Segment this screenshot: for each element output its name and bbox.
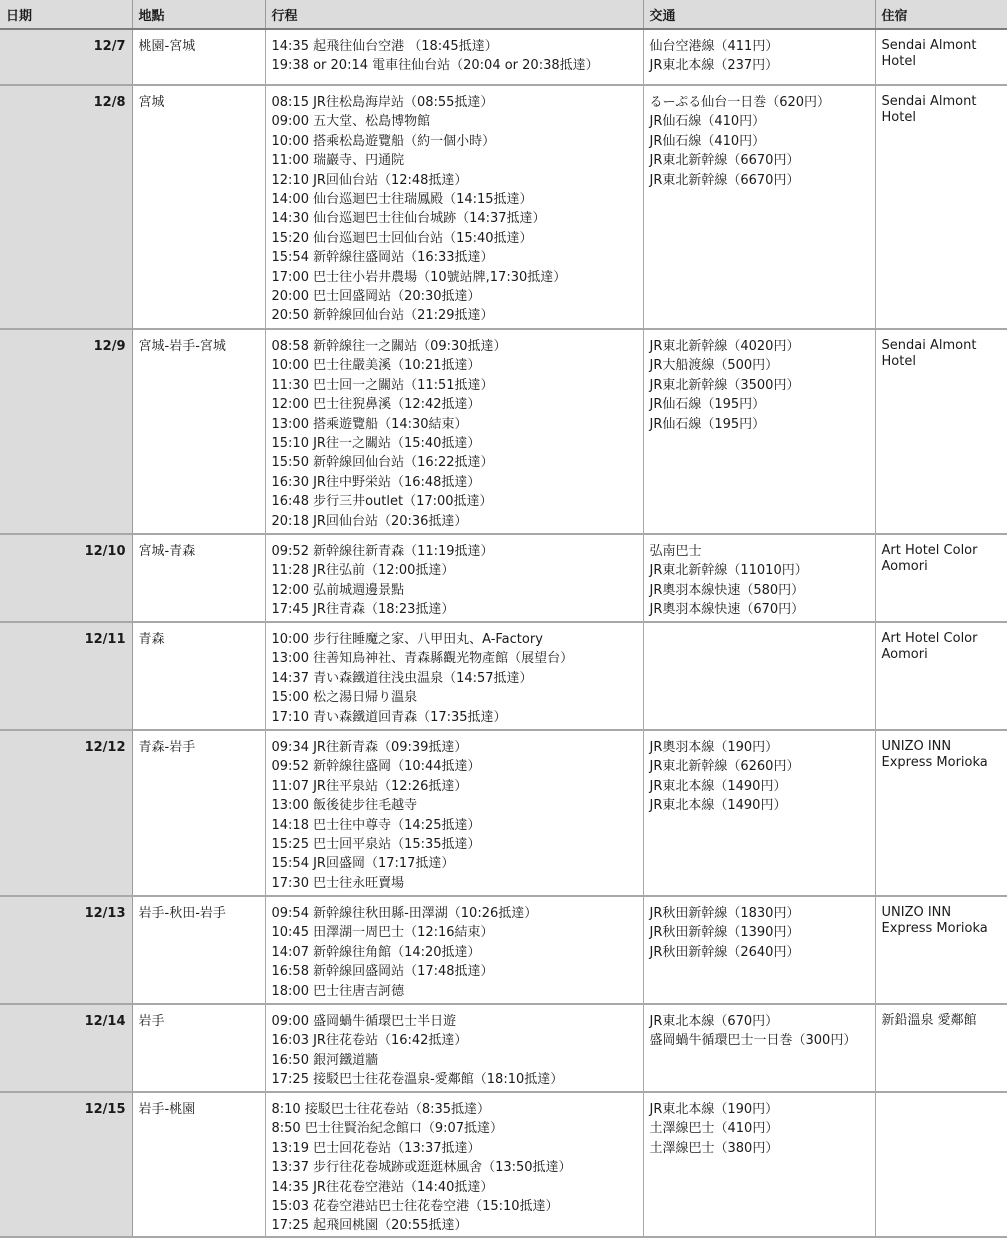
itinerary-line: 17:25 接駁巴士往花卷溫泉-愛鄰館（18:10抵達） <box>271 1072 564 1088</box>
transport-line: JR東北本線（1490円） <box>649 798 787 814</box>
transport-line: JR東北新幹線（6670円） <box>649 172 800 188</box>
itinerary-line: 13:00 搭乘遊覽船（14:30結束） <box>271 416 468 432</box>
itinerary-line: 14:00 仙台巡迴巴士往瑞鳳殿（14:15抵達） <box>271 192 533 208</box>
transport-line: 仙台空港線（411円） <box>649 39 779 54</box>
itinerary-line: 10:00 步行往睡魔之家、八甲田丸、A-Factory <box>271 632 543 647</box>
itinerary-cell <box>265 730 643 896</box>
itinerary-line: 14:30 仙台巡迴巴士往仙台城跡（14:37抵達） <box>271 211 546 227</box>
itinerary-line: 15:25 巴士回平泉站（15:35抵達） <box>271 837 481 853</box>
table-row <box>0 896 1007 1004</box>
table-row <box>0 534 1007 622</box>
itinerary-line: 16:58 新幹線回盛岡站（17:48抵達） <box>271 964 494 980</box>
transport-line: 土澤線巴士（380円） <box>649 1140 779 1156</box>
header-lodging: 住宿 <box>875 0 1007 29</box>
transport-line: るーぷる仙台一日巻（620円） <box>649 95 831 110</box>
date-cell: 12/13 <box>0 896 132 1004</box>
header-date: 日期 <box>0 0 132 29</box>
place-cell: 宮城-岩手-宮城 <box>132 329 265 534</box>
itinerary-line: 12:10 JR回仙台站（12:48抵達） <box>271 172 468 188</box>
transport-line: JR東北新幹線（6260円） <box>649 759 800 775</box>
itinerary-line: 13:19 巴士回花卷站（13:37抵達） <box>271 1140 481 1156</box>
transport-cell <box>643 622 875 730</box>
date-cell: 12/7 <box>0 29 132 85</box>
transport-cell <box>643 85 875 329</box>
table-row <box>0 730 1007 896</box>
header-transport: 交通 <box>643 0 875 29</box>
itinerary-line: 12:00 弘前城週邊景點 <box>271 582 405 598</box>
itinerary-line: 20:50 新幹線回仙台站（21:29抵達） <box>271 308 494 324</box>
itinerary-line: 11:07 JR往平泉站（12:26抵達） <box>271 778 468 794</box>
transport-cell <box>643 29 875 85</box>
itinerary-line: 14:35 JR往花卷空港站（14:40抵達） <box>271 1179 494 1195</box>
itinerary-line: 09:52 新幹線往盛岡（10:44抵達） <box>271 759 481 775</box>
itinerary-line: 18:00 巴士往唐吉訶德 <box>271 983 405 999</box>
place-cell: 岩手 <box>132 1004 265 1092</box>
itinerary-line: 13:00 飯後徒步往毛越寺 <box>271 798 418 814</box>
lodging-cell: Sendai Almont Hotel <box>875 329 1007 534</box>
itinerary-line: 13:00 往善知鳥神社、青森縣觀光物產館（展望台） <box>271 651 574 667</box>
itinerary-line: 11:00 瑞巖寺、円通院 <box>271 153 405 169</box>
transport-line: JR奧羽本線快速（580円） <box>649 582 805 598</box>
itinerary-line: 10:45 田澤湖一周巴士（12:16結束） <box>271 925 494 941</box>
itinerary-line: 09:34 JR往新青森（09:39抵達） <box>271 740 468 755</box>
itinerary-line: 15:50 新幹線回仙台站（16:22抵達） <box>271 455 494 471</box>
itinerary-line: 15:03 花卷空港站巴士往花卷空港（15:10抵達） <box>271 1199 559 1215</box>
itinerary-line: 16:48 步行三井outlet（17:00抵達） <box>271 494 493 510</box>
itinerary-line: 13:37 步行往花卷城跡或逛逛林風舍（13:50抵達） <box>271 1160 572 1176</box>
lodging-cell: Sendai Almont Hotel <box>875 85 1007 329</box>
itinerary-line: 09:52 新幹線往新青森（11:19抵達） <box>271 544 494 559</box>
lodging-cell: Sendai Almont Hotel <box>875 29 1007 85</box>
itinerary-line: 17:25 起飛回桃園（20:55抵達） <box>271 1218 468 1234</box>
lodging-cell: 新鉛溫泉 愛鄰館 <box>875 1004 1007 1092</box>
place-cell: 宮城-青森 <box>132 534 265 622</box>
date-cell: 12/9 <box>0 329 132 534</box>
itinerary-line: 14:18 巴士往中尊寺（14:25抵達） <box>271 817 481 833</box>
header-itinerary: 行程 <box>265 0 643 29</box>
itinerary-line: 09:00 盛岡蝸牛循環巴士半日遊 <box>271 1014 457 1029</box>
transport-cell <box>643 730 875 896</box>
place-cell: 青森 <box>132 622 265 730</box>
transport-line: JR奧羽本線（190円） <box>649 740 779 755</box>
transport-cell <box>643 1004 875 1092</box>
place-cell: 岩手-桃園 <box>132 1092 265 1237</box>
itinerary-line: 12:00 巴士往猊鼻溪（12:42抵達） <box>271 397 481 413</box>
transport-line: JR大船渡線（500円） <box>649 358 779 374</box>
transport-line: 土澤線巴士（410円） <box>649 1121 779 1137</box>
transport-line: JR仙石線（410円） <box>649 114 766 130</box>
itinerary-line: 14:35 起飛往仙台空港 （18:45抵達） <box>271 39 498 54</box>
itinerary-cell <box>265 1092 643 1237</box>
itinerary-line: 16:50 銀河鐵道牆 <box>271 1052 379 1068</box>
transport-line: JR東北本線（190円） <box>649 1102 779 1117</box>
itinerary-line: 09:54 新幹線往秋田縣-田澤湖（10:26抵達） <box>271 906 538 921</box>
itinerary-line: 08:15 JR往松島海岸站（08:55抵達） <box>271 95 494 110</box>
itinerary-line: 11:30 巴士回一之關站（11:51抵達） <box>271 377 494 393</box>
lodging-cell <box>875 1092 1007 1237</box>
itinerary-line: 14:07 新幹線往角館（14:20抵達） <box>271 944 481 960</box>
itinerary-line: 8:10 接駁巴士往花卷站（8:35抵達） <box>271 1102 491 1117</box>
transport-line: JR東北新幹線（3500円） <box>649 377 800 393</box>
itinerary-line: 15:00 松之湯日帰り溫泉 <box>271 690 418 706</box>
itinerary-line: 15:54 新幹線往盛岡站（16:33抵達） <box>271 250 494 266</box>
itinerary-line: 15:10 JR往一之關站（15:40抵達） <box>271 436 481 452</box>
lodging-cell: Art Hotel Color Aomori <box>875 622 1007 730</box>
itinerary-line: 8:50 巴士往賢治紀念館口（9:07抵達） <box>271 1121 504 1137</box>
table-row <box>0 29 1007 85</box>
itinerary-line: 17:30 巴士往永旺賣場 <box>271 875 405 891</box>
itinerary-line: 17:10 青い森鐵道回青森（17:35抵達） <box>271 709 507 725</box>
itinerary-line: 16:03 JR往花卷站（16:42抵達） <box>271 1033 468 1049</box>
transport-line: JR仙石線（195円） <box>649 416 766 432</box>
transport-line: JR奧羽本線快速（670円） <box>649 602 805 618</box>
transport-cell <box>643 534 875 622</box>
transport-line: JR秋田新幹線（1830円） <box>649 906 800 921</box>
transport-cell <box>643 896 875 1004</box>
header-row <box>0 0 1007 29</box>
place-cell: 宮城 <box>132 85 265 329</box>
itinerary-line: 16:30 JR往中野栄站（16:48抵達） <box>271 474 481 490</box>
itinerary-line: 20:00 巴士回盛岡站（20:30抵達） <box>271 289 481 305</box>
itinerary-cell <box>265 534 643 622</box>
place-cell: 青森-岩手 <box>132 730 265 896</box>
date-cell: 12/14 <box>0 1004 132 1092</box>
itinerary-line: 10:00 搭乘松島遊覽船（約一個小時） <box>271 133 496 149</box>
itinerary-cell <box>265 1004 643 1092</box>
itinerary-line: 15:20 仙台巡迴巴士回仙台站（15:40抵達） <box>271 230 533 246</box>
transport-cell <box>643 329 875 534</box>
itinerary-cell <box>265 29 643 85</box>
transport-line: JR秋田新幹線（2640円） <box>649 944 800 960</box>
date-cell: 12/11 <box>0 622 132 730</box>
itinerary-line: 15:54 JR回盛岡（17:17抵達） <box>271 856 455 872</box>
itinerary-line: 08:58 新幹線往一之關站（09:30抵達） <box>271 339 507 354</box>
transport-line: JR秋田新幹線（1390円） <box>649 925 800 941</box>
itinerary-line: 20:18 JR回仙台站（20:36抵達） <box>271 513 468 529</box>
transport-line: 弘南巴士 <box>649 544 702 559</box>
date-cell: 12/15 <box>0 1092 132 1237</box>
place-cell: 桃園-宮城 <box>132 29 265 85</box>
itinerary-line: 17:00 巴士往小岩井農場（10號站牌,17:30抵達） <box>271 269 567 285</box>
place-cell: 岩手-秋田-岩手 <box>132 896 265 1004</box>
itinerary-cell <box>265 896 643 1004</box>
itinerary-cell <box>265 329 643 534</box>
itinerary-line: 10:00 巴士往嚴美溪（10:21抵達） <box>271 358 481 374</box>
table-row <box>0 622 1007 730</box>
transport-line: JR東北本線（670円） <box>649 1014 779 1029</box>
itinerary-line: 11:28 JR往弘前（12:00抵達） <box>271 563 455 579</box>
date-cell: 12/10 <box>0 534 132 622</box>
lodging-cell: UNIZO INN Express Morioka <box>875 896 1007 1004</box>
table-row <box>0 329 1007 534</box>
transport-line: JR仙石線（410円） <box>649 133 766 149</box>
transport-line: JR仙石線（195円） <box>649 397 766 413</box>
itinerary-line: 19:38 or 20:14 電車往仙台站（20:04 or 20:38抵達） <box>271 58 599 74</box>
itinerary-line: 17:45 JR往青森（18:23抵達） <box>271 602 455 618</box>
itinerary-cell <box>265 622 643 730</box>
transport-line: JR東北新幹線（6670円） <box>649 153 800 169</box>
table-row <box>0 85 1007 329</box>
table-row <box>0 1092 1007 1237</box>
lodging-cell: Art Hotel Color Aomori <box>875 534 1007 622</box>
table-body <box>0 29 1007 1237</box>
itinerary-line: 14:37 青い森鐵道往浅虫温泉（14:57抵達） <box>271 670 533 686</box>
transport-line: JR東北新幹線（4020円） <box>649 339 800 354</box>
header-place: 地點 <box>132 0 265 29</box>
lodging-cell: UNIZO INN Express Morioka <box>875 730 1007 896</box>
itinerary-cell <box>265 85 643 329</box>
date-cell: 12/12 <box>0 730 132 896</box>
transport-line: JR東北本線（237円） <box>649 58 779 74</box>
itinerary-line: 09:00 五大堂、松島博物館 <box>271 114 431 130</box>
transport-line: JR東北新幹線（11010円） <box>649 563 808 579</box>
table-row <box>0 1004 1007 1092</box>
transport-line: 盛岡蝸牛循環巴士一日巻（300円） <box>649 1033 857 1049</box>
date-cell: 12/8 <box>0 85 132 329</box>
transport-cell <box>643 1092 875 1237</box>
transport-line: JR東北本線（1490円） <box>649 778 787 794</box>
